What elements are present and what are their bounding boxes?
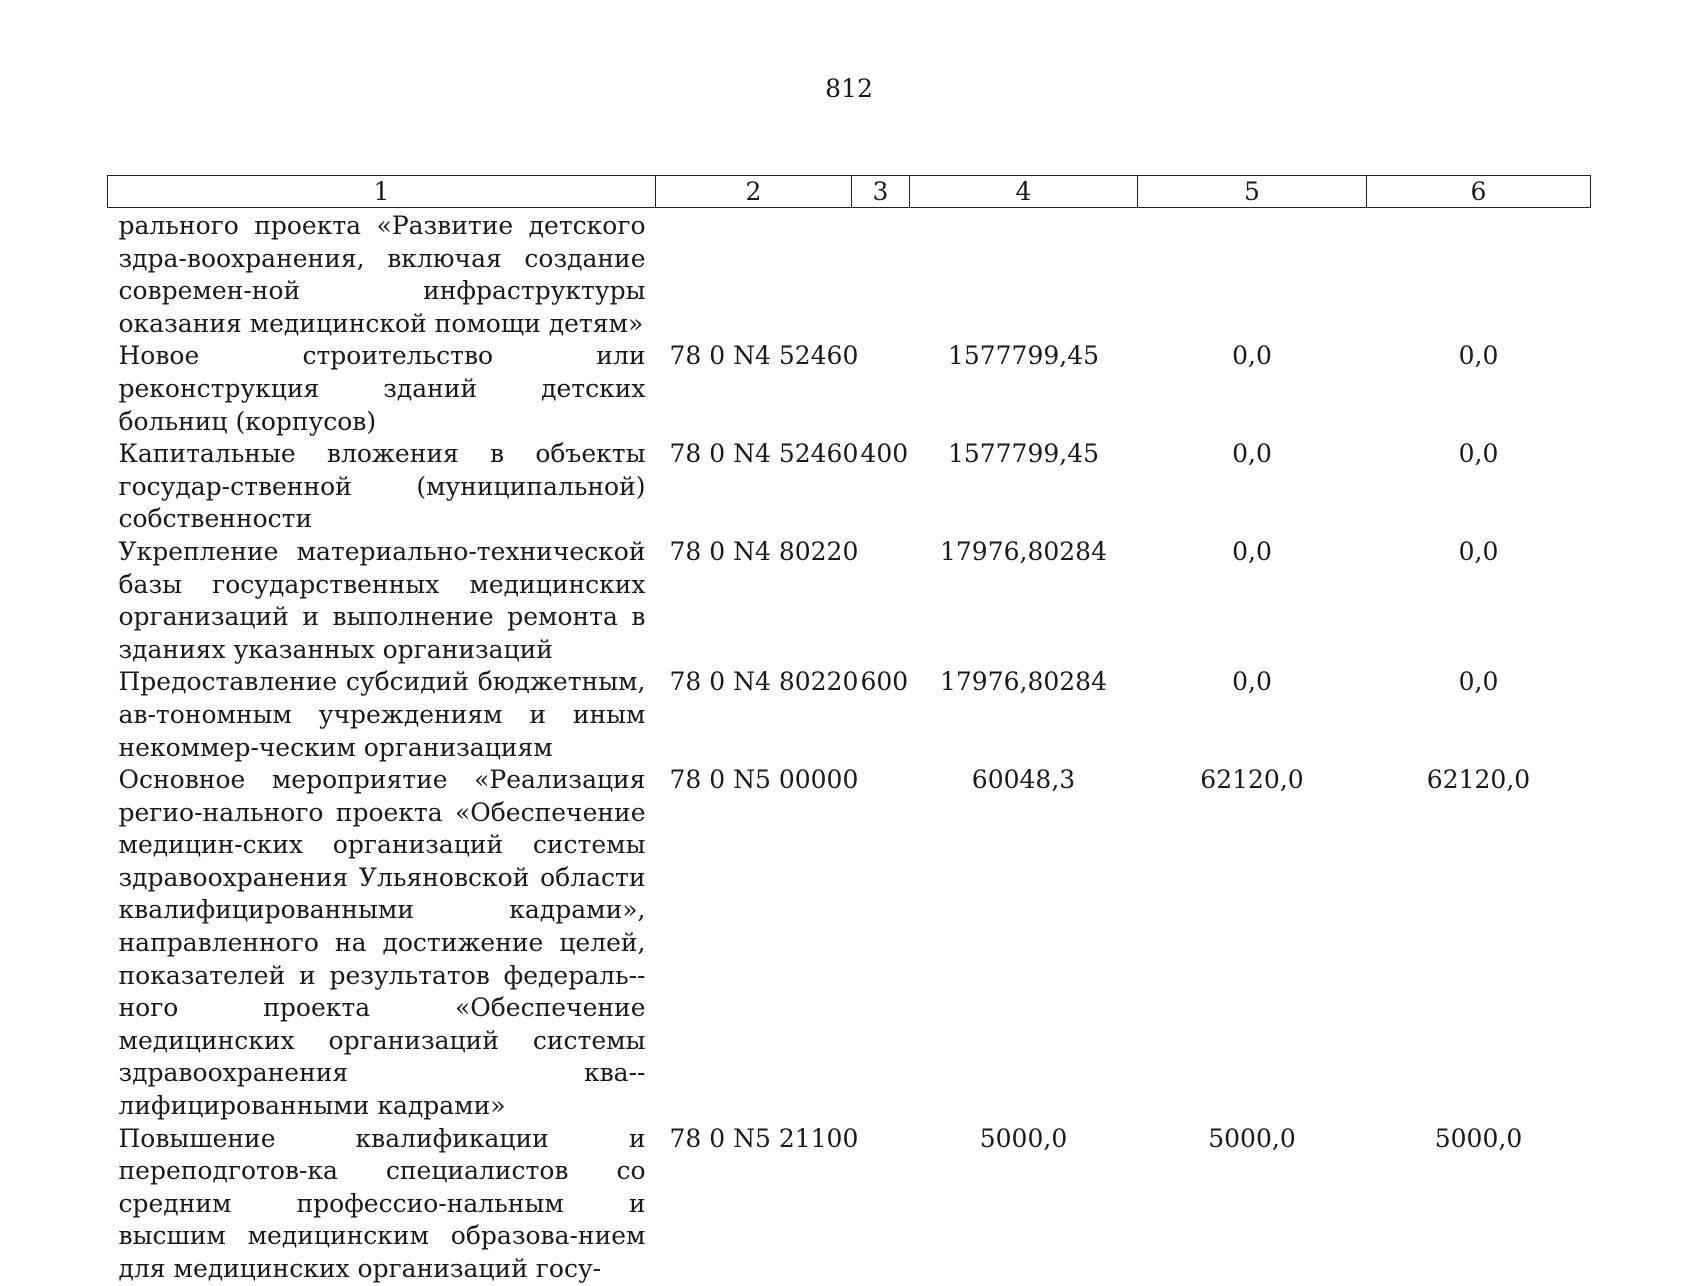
row-target-code: 78 0 N4 80220 bbox=[669, 536, 859, 566]
row-description: Капитальные вложения в объекты государ-ственной (муниципальной) собственности bbox=[118, 439, 646, 534]
table-row bbox=[108, 340, 1591, 438]
header-col-4: 4 bbox=[910, 176, 1138, 208]
table-row bbox=[108, 1123, 1591, 1286]
row-target-code: 78 0 N5 21100 bbox=[669, 1123, 859, 1153]
row-amount-col5: 5000,0 bbox=[1208, 1123, 1296, 1153]
row-target-code: 78 0 N4 80220 bbox=[669, 667, 859, 697]
table-row bbox=[108, 438, 1591, 536]
row-expense-type: 600 bbox=[860, 667, 909, 697]
table-row bbox=[108, 666, 1591, 764]
table-row bbox=[108, 208, 1591, 341]
table-body bbox=[108, 208, 1591, 1286]
table-row bbox=[108, 764, 1591, 1123]
page-number: 812 bbox=[825, 74, 873, 103]
header-col-2: 2 bbox=[656, 176, 852, 208]
header-col-1: 1 bbox=[108, 176, 656, 208]
row-amount-col6: 62120,0 bbox=[1426, 765, 1531, 795]
row-amount-col5: 0,0 bbox=[1232, 667, 1272, 697]
row-amount-col5 bbox=[1138, 208, 1367, 341]
row-amount-col4: 1577799,45 bbox=[947, 341, 1100, 371]
row-amount-col4: 17976,80284 bbox=[939, 667, 1107, 697]
row-description: Повышение квалификации и переподготов-ка специалистов со средним профессио-нальным и высшим медицинским образова-нием для медицинских организаций госу- bbox=[118, 1123, 646, 1283]
table-header bbox=[108, 176, 1591, 208]
table-row bbox=[108, 536, 1591, 666]
row-description: рального проекта «Развитие детского здра-воохранения, включая создание современ-ной инфраструктуры оказания медицинской помощи детям» bbox=[118, 211, 646, 338]
row-expense-type bbox=[852, 764, 910, 1123]
row-description: Основное мероприятие «Реализация регио-нального проекта «Обеспечение медицин-ских организаций системы здравоохранения Ульяновской области квалифицированными кадрами», направленного на достижение целей, показателей и результатов федераль-ного проекта «Обеспечение медицинских организаций системы здравоохранения ква-лифицированными кадрами» bbox=[118, 765, 646, 1121]
row-expense-type bbox=[852, 208, 910, 341]
header-row bbox=[108, 176, 1591, 208]
row-amount-col6: 5000,0 bbox=[1434, 1123, 1523, 1153]
row-description: Предоставление субсидий бюджетным, ав-тономным учреждениям и иным некоммер-ческим организациям bbox=[118, 667, 646, 762]
row-amount-col6: 0,0 bbox=[1458, 667, 1499, 697]
row-target-code: 78 0 N4 52460 bbox=[669, 439, 859, 469]
row-expense-type bbox=[852, 340, 910, 438]
row-amount-col5: 62120,0 bbox=[1200, 765, 1304, 795]
row-target-code bbox=[656, 208, 852, 341]
row-target-code: 78 0 N4 52460 bbox=[669, 341, 859, 371]
header-col-6: 6 bbox=[1367, 176, 1591, 208]
row-description: Укрепление материально-технической базы государственных медицинских организаций и выполнение ремонта в зданиях указанных организаций bbox=[118, 536, 646, 664]
row-amount-col4: 1577799,45 bbox=[947, 439, 1100, 469]
row-expense-type bbox=[852, 536, 910, 666]
row-amount-col5: 0,0 bbox=[1232, 341, 1272, 371]
row-amount-col4: 5000,0 bbox=[979, 1123, 1068, 1153]
budget-table bbox=[107, 175, 1591, 1286]
row-amount-col4: 17976,80284 bbox=[939, 536, 1107, 566]
row-expense-type: 400 bbox=[860, 439, 909, 469]
budget-table-container bbox=[107, 175, 1590, 1286]
row-description: Новое строительство или реконструкция зданий детских больниц (корпусов) bbox=[118, 341, 646, 436]
row-amount-col6 bbox=[1367, 208, 1591, 341]
row-amount-col6: 0,0 bbox=[1458, 341, 1499, 371]
header-col-5: 5 bbox=[1138, 176, 1367, 208]
row-amount-col4: 60048,3 bbox=[971, 765, 1076, 795]
header-col-3: 3 bbox=[852, 176, 910, 208]
row-amount-col4 bbox=[910, 208, 1138, 341]
row-amount-col5: 0,0 bbox=[1232, 439, 1272, 469]
row-expense-type bbox=[852, 1123, 910, 1286]
row-amount-col6: 0,0 bbox=[1458, 536, 1499, 566]
row-amount-col6: 0,0 bbox=[1458, 439, 1499, 469]
row-amount-col5: 0,0 bbox=[1232, 536, 1272, 566]
row-target-code: 78 0 N5 00000 bbox=[669, 765, 859, 795]
